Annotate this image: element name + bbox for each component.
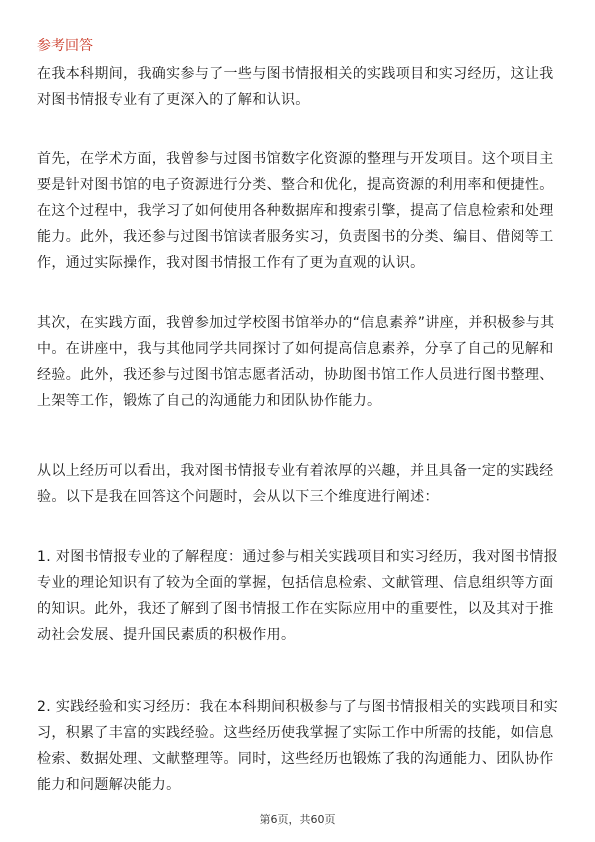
paragraph-summary: [37, 458, 559, 510]
paragraph-intro: [37, 61, 559, 113]
text-line: 的知识。此外，我还了解到了图书情报工作在实际应用中的重要性，以及其对于推: [37, 601, 554, 617]
text-line: 动社会发展、提升国民素质的积极作用。: [37, 627, 296, 643]
text-line: 2. 实践经验和实习经历：我在本科期间积极参与了与图书情报相关的实践项目和实: [37, 699, 559, 715]
text-line: 在这个过程中，我学习了如何使用各种数据库和搜索引擎，提高了信息检索和处理: [37, 203, 554, 219]
text-line: 能力。此外，我还参与过图书馆读者服务实习，负责图书的分类、编目、借阅等工: [37, 229, 554, 245]
text-line: 习，积累了丰富的实践经验。这些经历使我掌握了实际工作中所需的技能，如信息: [37, 725, 554, 741]
text-line: 要是针对图书馆的电子资源进行分类、整合和优化，提高资源的利用率和便捷性。: [37, 177, 554, 193]
text-line: 在我本科期间，我确实参与了一些与图书情报相关的实践项目和实习经历，这让我: [37, 66, 554, 82]
text-line: 能力和问题解决能力。: [37, 777, 181, 793]
text-line: 中。在讲座中，我与其他同学共同探讨了如何提高信息素养，分享了自己的见解和: [37, 341, 554, 357]
paragraph-practice: [37, 310, 559, 414]
paragraph-point-1: [37, 544, 559, 648]
text-line: 专业的理论知识有了较为全面的掌握，包括信息检索、文献管理、信息组织等方面: [37, 575, 554, 591]
text-line: 验。以下是我在回答这个问题时，会从以下三个维度进行阐述：: [37, 489, 439, 505]
text-line: 首先，在学术方面，我曾参与过图书馆数字化资源的整理与开发项目。这个项目主: [37, 151, 554, 167]
text-line: 作，通过实际操作，我对图书情报工作有了更为直观的认识。: [37, 255, 425, 271]
page-number: 第6页，共60页: [259, 813, 336, 826]
paragraph-point-2: [37, 694, 559, 798]
text-line: 从以上经历可以看出，我对图书情报专业有着浓厚的兴趣，并且具备一定的实践经: [37, 463, 554, 479]
text-line: 其次，在实践方面，我曾参加过学校图书馆举办的“信息素养”讲座，并积极参与其: [37, 315, 555, 331]
text-line: 上架等工作，锻炼了自己的沟通能力和团队协作能力。: [37, 393, 382, 409]
paragraph-academic: [37, 146, 559, 276]
text-line: 经验。此外，我还参与过图书馆志愿者活动，协助图书馆工作人员进行图书整理、: [37, 367, 554, 383]
section-heading: 参考回答: [37, 38, 93, 54]
text-line: 1. 对图书情报专业的了解程度：通过参与相关实践项目和实习经历，我对图书情报: [37, 549, 559, 565]
text-line: 检索、数据处理、文献整理等。同时，这些经历也锻炼了我的沟通能力、团队协作: [37, 751, 554, 767]
text-line: 对图书情报专业有了更深入的了解和认识。: [37, 92, 310, 108]
